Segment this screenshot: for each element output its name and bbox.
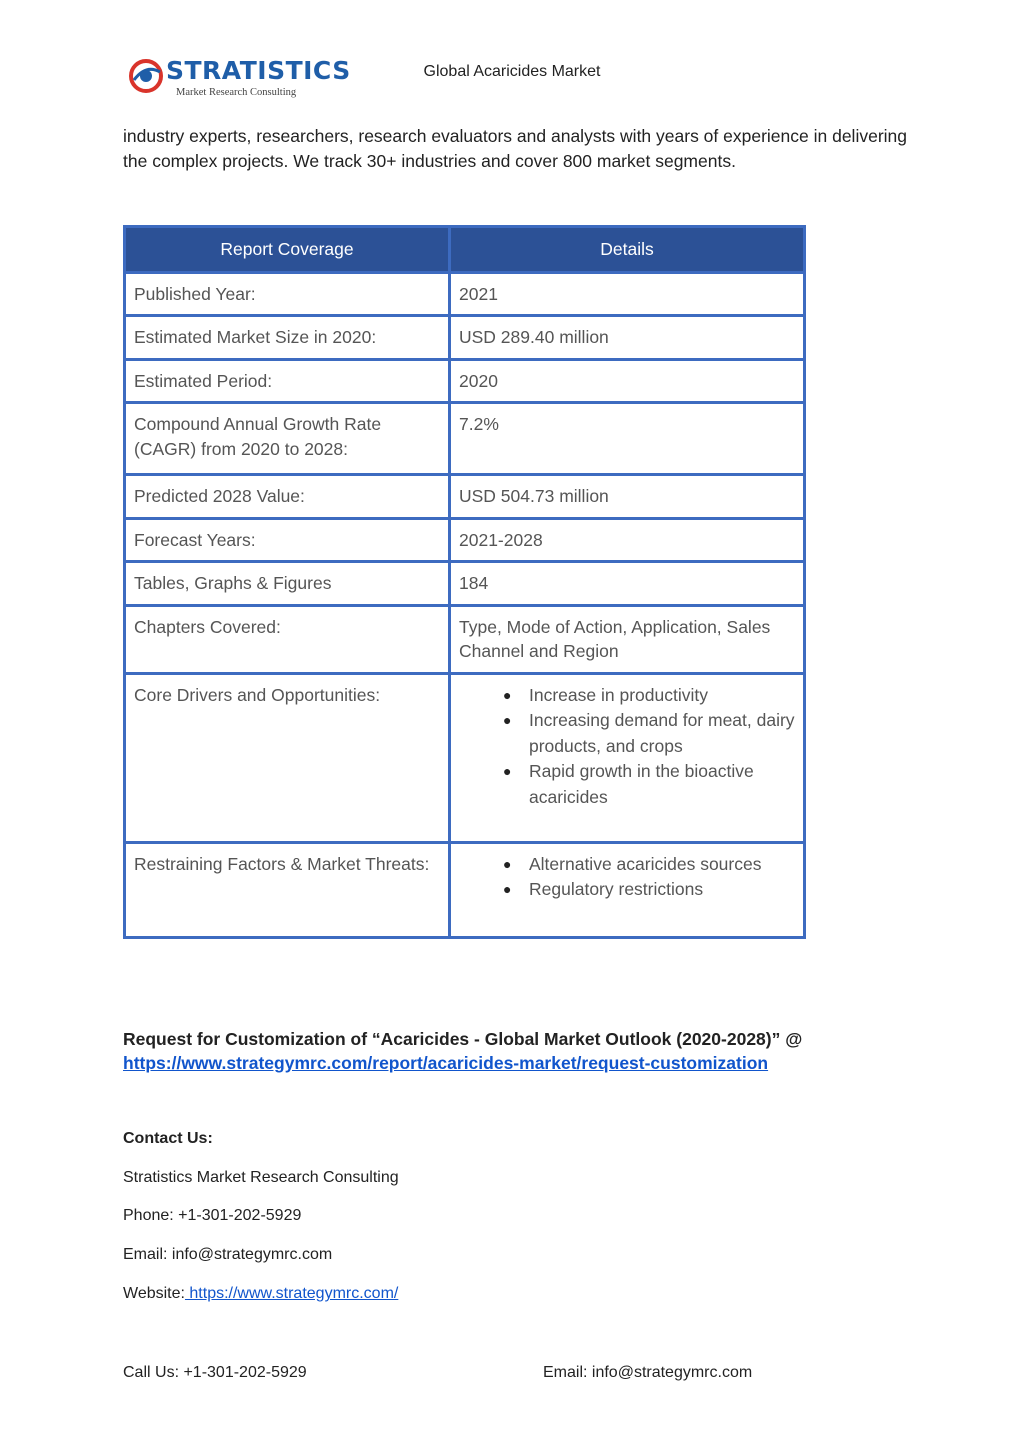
contact-phone: Phone: +1-301-202-5929 bbox=[123, 1207, 302, 1224]
row-label: Core Drivers and Opportunities: bbox=[125, 673, 450, 842]
table-row bbox=[125, 562, 805, 606]
table-row bbox=[125, 272, 805, 316]
table-row bbox=[125, 403, 805, 475]
row-value: USD 504.73 million bbox=[450, 475, 805, 519]
row-value: Type, Mode of Action, Application, Sales Channel and Region bbox=[450, 605, 805, 673]
table-row bbox=[125, 842, 805, 937]
footer-call-us: Call Us: +1-301-202-5929 bbox=[123, 1364, 307, 1381]
row-label: Estimated Period: bbox=[125, 359, 450, 403]
row-value: 2021 bbox=[450, 272, 805, 316]
row-label: Published Year: bbox=[125, 272, 450, 316]
customization-request bbox=[123, 1027, 923, 1075]
table-row bbox=[125, 673, 805, 842]
list-item: ● Rapid growth in the bioactive acaricides bbox=[503, 759, 795, 810]
row-label: Predicted 2028 Value: bbox=[125, 475, 450, 519]
row-value: 184 bbox=[450, 562, 805, 606]
table-row bbox=[125, 316, 805, 360]
table-row bbox=[125, 518, 805, 562]
restraints-list bbox=[459, 852, 795, 903]
row-value: 7.2% bbox=[450, 403, 805, 475]
row-label: Tables, Graphs & Figures bbox=[125, 562, 450, 606]
table-row bbox=[125, 359, 805, 403]
row-label: Forecast Years: bbox=[125, 518, 450, 562]
report-coverage-table bbox=[123, 225, 806, 939]
drivers-list bbox=[459, 683, 795, 811]
header-report-coverage: Report Coverage bbox=[125, 227, 450, 273]
row-label: Compound Annual Growth Rate (CAGR) from 2020 to 2028: bbox=[125, 403, 450, 475]
row-value bbox=[450, 842, 805, 937]
contact-company: Stratistics Market Research Consulting bbox=[123, 1169, 399, 1186]
footer-email: Email: info@strategymrc.com bbox=[543, 1364, 753, 1381]
table-row bbox=[125, 475, 805, 519]
contact-email: Email: info@strategymrc.com bbox=[123, 1246, 333, 1263]
customization-link[interactable]: https://www.strategymrc.com/report/acaricides-market/request-customization bbox=[123, 1053, 769, 1073]
table-row bbox=[125, 605, 805, 673]
row-label: Restraining Factors & Market Threats: bbox=[125, 842, 450, 937]
logo-subtitle: Market Research Consulting bbox=[176, 87, 297, 98]
header-details: Details bbox=[450, 227, 805, 273]
row-label: Chapters Covered: bbox=[125, 605, 450, 673]
website-link[interactable]: https://www.strategymrc.com/ bbox=[184, 1285, 399, 1302]
website-label: Website: bbox=[123, 1285, 185, 1302]
row-value bbox=[450, 673, 805, 842]
logo-wordmark: STRATISTICS bbox=[166, 56, 351, 85]
table-header-row bbox=[125, 227, 805, 273]
contact-heading: Contact Us: bbox=[123, 1130, 213, 1147]
list-item: ● Increase in productivity bbox=[503, 683, 795, 709]
document-title: Global Acaricides Market bbox=[423, 63, 601, 80]
row-label: Estimated Market Size in 2020: bbox=[125, 316, 450, 360]
row-value: 2021-2028 bbox=[450, 518, 805, 562]
intro-paragraph: industry experts, researchers, research evaluators and analysts with years of experience in delivering the complex projects. We track 30+ industries and cover 800 market segments. bbox=[123, 126, 907, 171]
row-value: USD 289.40 million bbox=[450, 316, 805, 360]
list-item: ● Increasing demand for meat, dairy products, and crops bbox=[503, 708, 795, 759]
customization-text: Request for Customization of “Acaricides - Global Market Outlook (2020-2028)” @ bbox=[123, 1029, 803, 1049]
list-item: ● Alternative acaricides sources bbox=[503, 852, 795, 878]
contact-website bbox=[123, 1285, 398, 1303]
row-value: 2020 bbox=[450, 359, 805, 403]
list-item: ● Regulatory restrictions bbox=[503, 877, 795, 903]
